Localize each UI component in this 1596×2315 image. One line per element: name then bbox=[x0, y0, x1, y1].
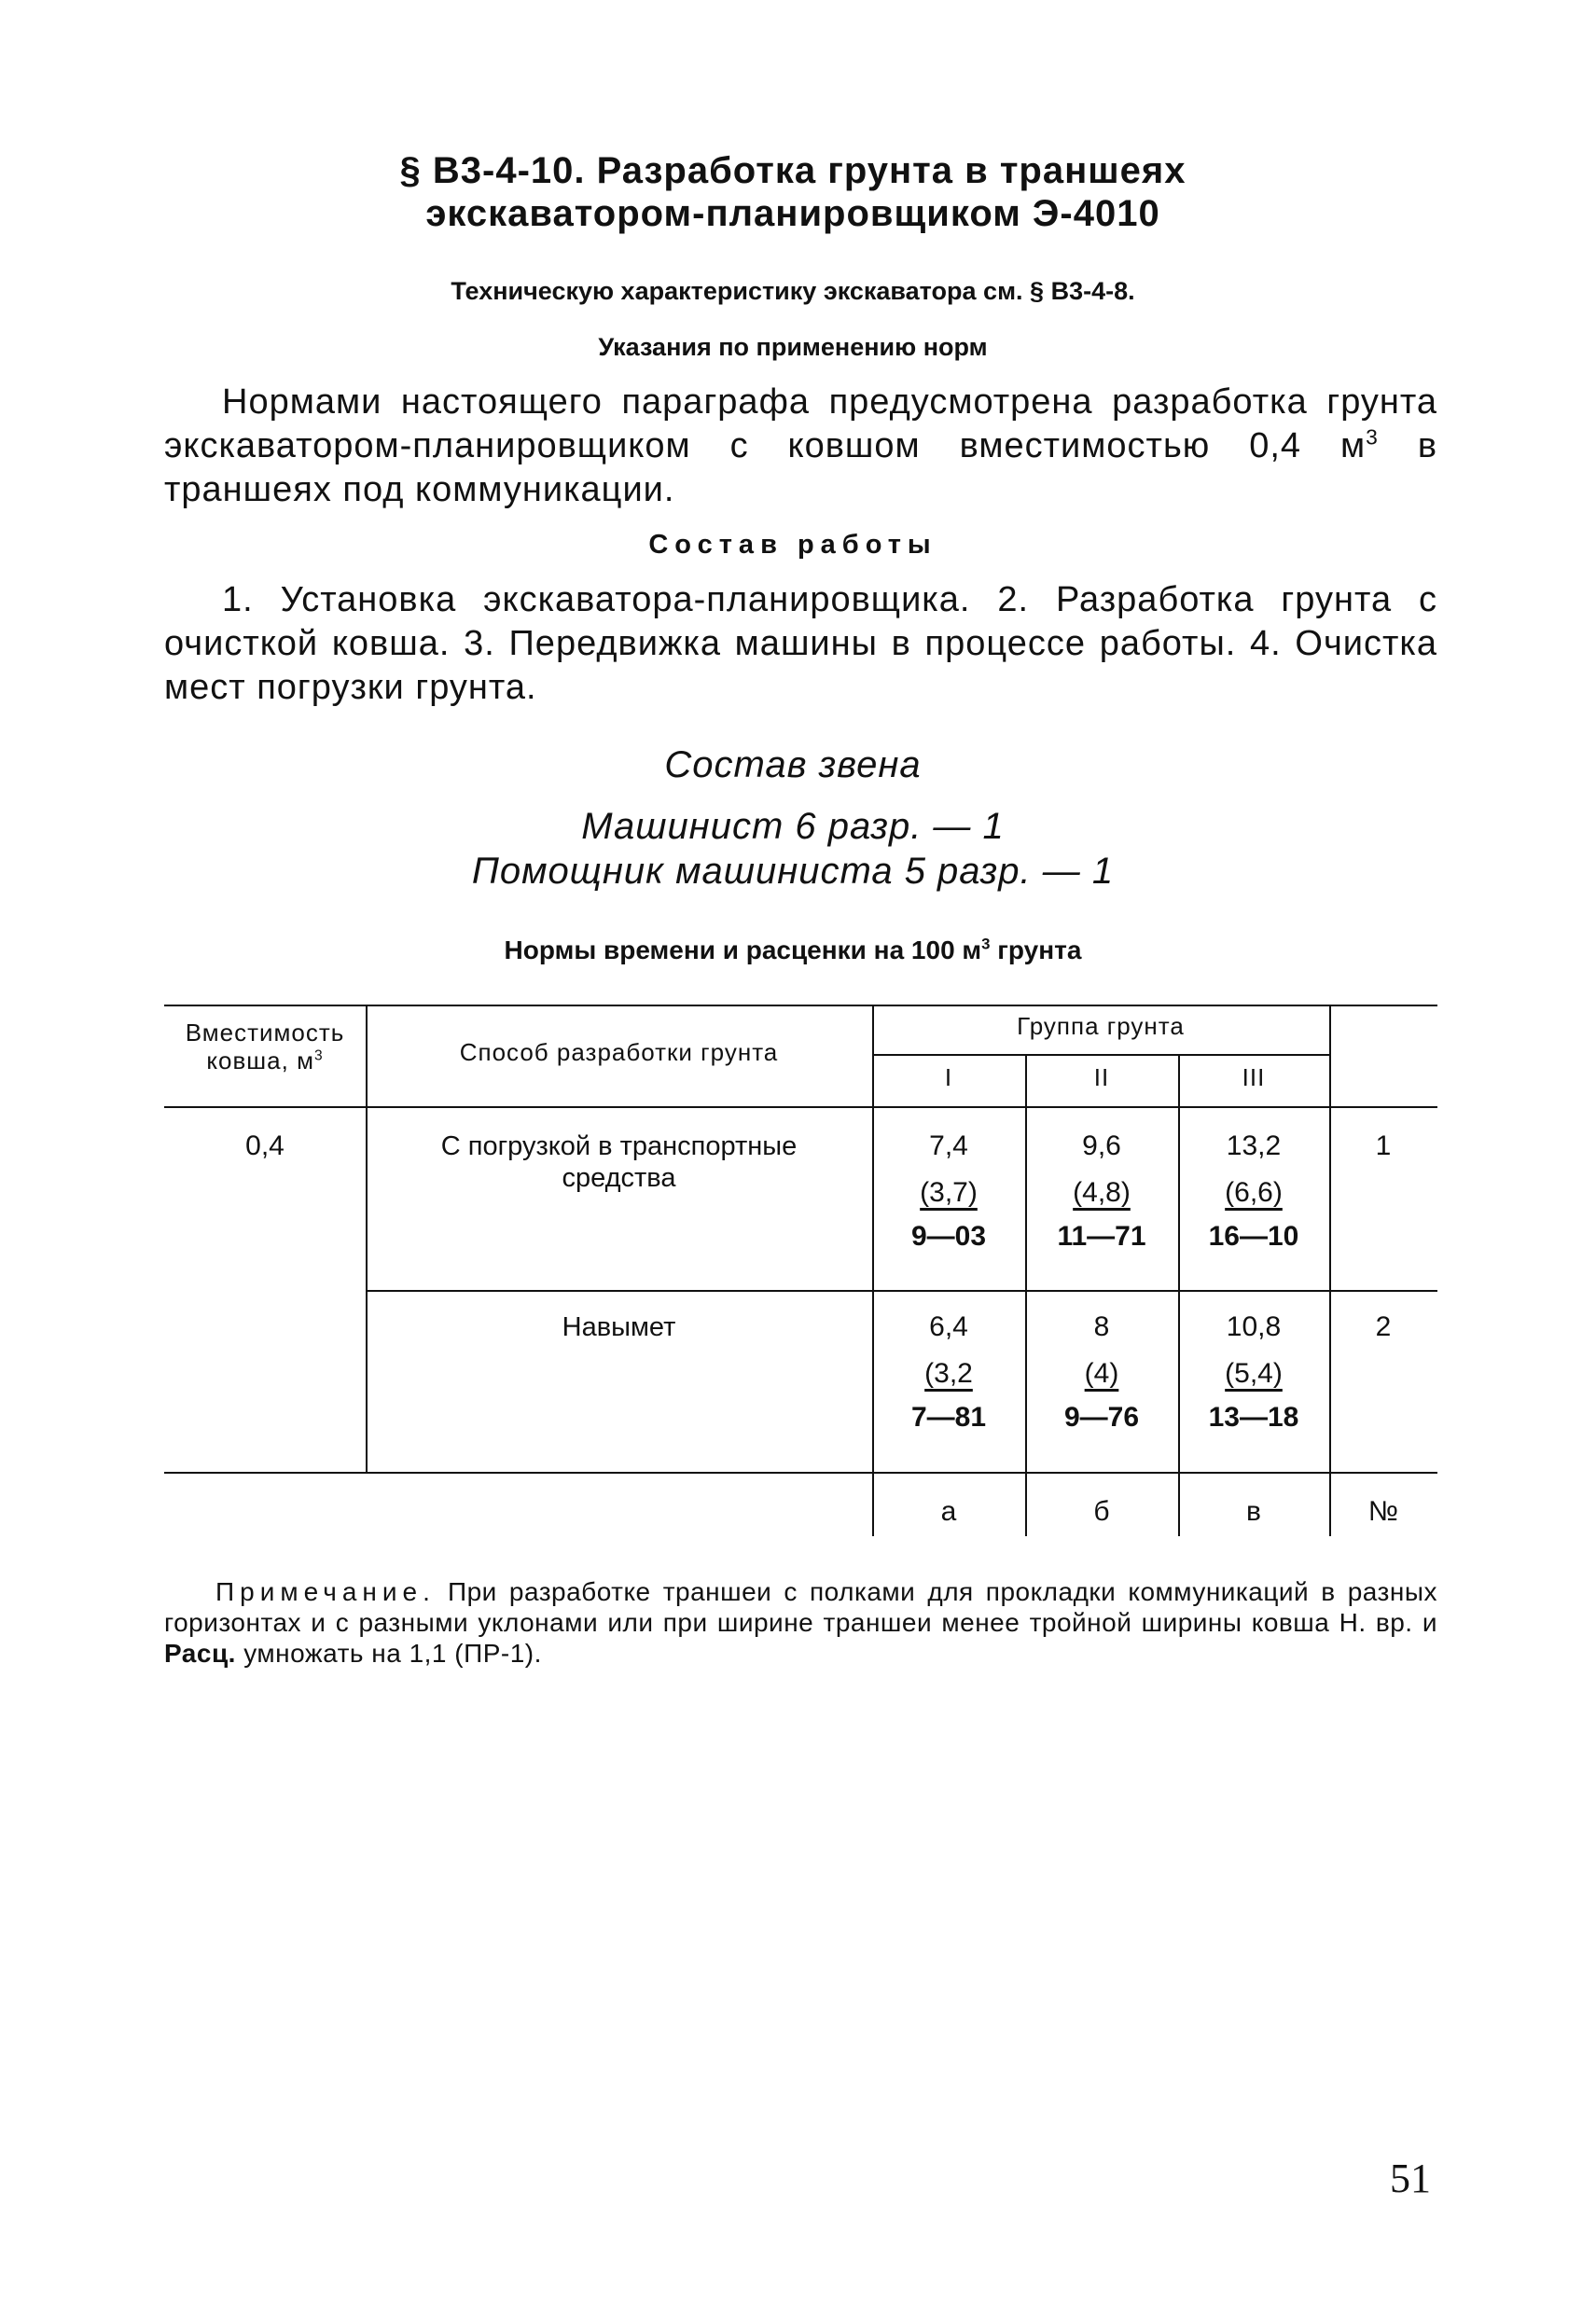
col-rule-3 bbox=[1025, 1054, 1027, 1536]
row2-g1-machine bbox=[872, 1358, 1025, 1390]
work-composition-text: 1. Установка экскаватора-планировщика. 2. Разработка грунта с очисткой ковша. 3. Передвижка машины в процессе работы. 4. Очистка мест погрузки грунта. bbox=[164, 580, 1437, 707]
cubic-superscript: 3 bbox=[1366, 424, 1379, 450]
table-note bbox=[164, 1576, 1437, 1669]
row1-g1-rate: 9—03 bbox=[910, 1221, 987, 1252]
section-title bbox=[280, 149, 1306, 235]
page-number: 51 bbox=[1390, 2156, 1431, 2201]
note-text-end: умножать на 1,1 (ПР-1). bbox=[235, 1639, 542, 1668]
section-title-line2: экскаватором-планировщиком Э-4010 bbox=[425, 193, 1160, 234]
row2-g2-machine bbox=[1025, 1358, 1178, 1390]
header-group: Группа грунта bbox=[1017, 1012, 1185, 1040]
footer-letter-a: а bbox=[940, 1496, 957, 1527]
note-text: При разработке траншеи с полками для прокладки коммуникаций в разных горизонтах и с разными уклонами или при ширине траншеи менее тройной ширины ковша Н. вр. и bbox=[164, 1577, 1437, 1637]
group-sub-rule bbox=[872, 1054, 1329, 1056]
row2-g1-rate: 7—81 bbox=[910, 1402, 987, 1433]
row2-method: Навымет bbox=[562, 1312, 676, 1342]
row1-number: 1 bbox=[1375, 1130, 1392, 1161]
section-title-line1: § В3-4-10. Разработка грунта в траншеях bbox=[399, 150, 1187, 191]
row2-g3-rate: 13—18 bbox=[1208, 1402, 1299, 1433]
row1-g3-machine-value: (6,6) bbox=[1225, 1177, 1283, 1208]
row2-g3-norm: 10,8 bbox=[1226, 1311, 1282, 1342]
row1-g1-machine bbox=[872, 1177, 1025, 1209]
table-caption-main: Нормы времени и расценки на 100 м bbox=[504, 936, 982, 964]
tech-reference: Техническую характеристику экскаватора см. § В3-4-8. bbox=[451, 277, 1135, 305]
note-label: Примечание. bbox=[215, 1577, 436, 1606]
table-caption bbox=[187, 935, 1399, 966]
header-bottom-rule bbox=[164, 1106, 1437, 1108]
header-group-3: III bbox=[1242, 1063, 1266, 1091]
header-group-1: I bbox=[944, 1063, 953, 1091]
guidelines-text-end: в траншеях под коммуникации. bbox=[164, 426, 1438, 509]
row1-g1-machine-value: (3,7) bbox=[920, 1177, 978, 1208]
table-caption-end: грунта bbox=[990, 936, 1082, 964]
row2-g2-machine-value: (4) bbox=[1084, 1358, 1119, 1389]
crew-member-1: Машинист 6 разр. — 1 bbox=[581, 806, 1005, 847]
col-rule-1 bbox=[366, 1005, 368, 1472]
row2-g1-norm: 6,4 bbox=[929, 1311, 968, 1342]
row2-g1-machine-value: (3,2 bbox=[924, 1358, 973, 1389]
header-group-2: II bbox=[1093, 1063, 1110, 1091]
crew-member-2: Помощник машиниста 5 разр. — 1 bbox=[471, 851, 1115, 892]
guidelines-text-main: Нормами настоящего параграфа предусмотрена разработка грунта экскаватором-планировщиком с ковшом вместимостью 0,4 м bbox=[164, 382, 1437, 465]
crew-heading: Состав звена bbox=[664, 744, 922, 785]
work-composition-heading: Состав работы bbox=[648, 530, 937, 560]
row2-g3-machine-value: (5,4) bbox=[1225, 1358, 1283, 1389]
row1-method: С погрузкой в транспортные средства bbox=[440, 1131, 798, 1193]
guidelines-heading: Указания по применению норм bbox=[598, 333, 988, 361]
footer-number-sign: № bbox=[1367, 1496, 1399, 1527]
row1-g2-rate: 11—71 bbox=[1057, 1221, 1146, 1252]
row2-g2-norm: 8 bbox=[1093, 1311, 1110, 1342]
header-capacity-superscript: 3 bbox=[313, 1047, 324, 1064]
row1-g2-machine bbox=[1025, 1177, 1178, 1209]
table-top-rule bbox=[164, 1005, 1437, 1006]
row1-g3-norm: 13,2 bbox=[1226, 1130, 1282, 1161]
note-bold-term: Расц. bbox=[164, 1639, 236, 1668]
table-caption-superscript: 3 bbox=[981, 935, 991, 953]
footer-letter-b: б bbox=[1093, 1496, 1110, 1527]
table-bottom-rule bbox=[164, 1472, 1437, 1474]
capacity-value: 0,4 bbox=[245, 1130, 285, 1161]
row-divider-rule bbox=[366, 1290, 1437, 1292]
row1-g1-norm: 7,4 bbox=[929, 1130, 968, 1161]
guidelines-text bbox=[164, 381, 1437, 512]
col-rule-5 bbox=[1329, 1005, 1331, 1536]
footer-letter-c: в bbox=[1246, 1496, 1261, 1527]
header-capacity-text: Вместимость ковша, м bbox=[185, 1019, 345, 1074]
col-rule-4 bbox=[1178, 1054, 1180, 1536]
row2-number: 2 bbox=[1375, 1311, 1392, 1342]
row1-g2-norm: 9,6 bbox=[1082, 1130, 1121, 1161]
row2-g2-rate: 9—76 bbox=[1063, 1402, 1140, 1433]
row1-g3-rate: 16—10 bbox=[1208, 1221, 1299, 1252]
row1-g2-machine-value: (4,8) bbox=[1073, 1177, 1131, 1208]
header-method: Способ разработки грунта bbox=[459, 1038, 779, 1066]
header-capacity bbox=[164, 1019, 366, 1074]
row2-g3-machine bbox=[1178, 1358, 1329, 1390]
row1-g3-machine bbox=[1178, 1177, 1329, 1209]
